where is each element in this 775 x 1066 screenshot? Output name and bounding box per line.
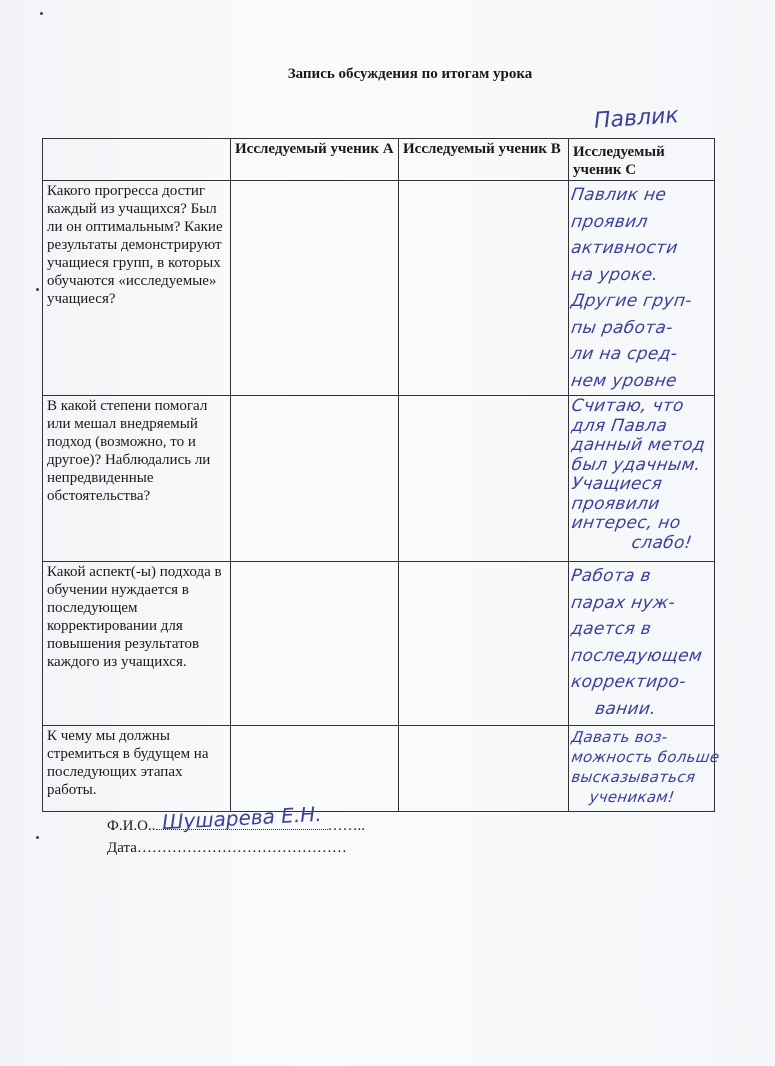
handwritten-line: Другие груп- [569, 291, 694, 311]
fio-tail: …….. [327, 818, 366, 834]
handwritten-line: пы работа- [569, 317, 675, 338]
table-row [43, 181, 715, 396]
handwritten-line: интерес, но [570, 513, 682, 533]
student-a-cell [231, 181, 399, 396]
handwritten-line: дается в [569, 619, 653, 639]
handwritten-line: для Павла [570, 415, 669, 436]
student-b-cell [399, 562, 569, 726]
scan-speck [36, 836, 39, 839]
handwritten-line: последующем [569, 645, 704, 666]
handwritten-line: можность больше [570, 748, 721, 766]
table-row [43, 726, 715, 812]
table-row [43, 562, 715, 726]
handwritten-line: данный метод [570, 435, 707, 455]
handwritten-line: Работа в [569, 566, 653, 586]
question-cell: К чему мы должны стремиться в будущем на последующих этапах работы. [43, 726, 231, 812]
fio-label: Ф.И.О.. [107, 818, 156, 834]
handwritten-line: на уроке. [569, 264, 660, 285]
handwritten-line: Павлик не [569, 185, 668, 205]
header-student-c: Исследуемый ученик С [569, 139, 715, 181]
scan-speck [40, 12, 43, 15]
handwritten-line: высказываться [570, 768, 697, 786]
handwritten-line: парах нуж- [569, 592, 677, 613]
student-a-cell [231, 396, 399, 562]
student-c-cell [569, 562, 715, 726]
handwritten-line: ли на сред- [569, 344, 679, 364]
student-b-cell [399, 181, 569, 396]
student-b-cell [399, 396, 569, 562]
discussion-table [42, 138, 721, 812]
scan-speck [36, 288, 39, 291]
student-a-cell [231, 726, 399, 812]
handwritten-line: вании. [593, 698, 658, 719]
date-line: Дата…………………………………… [107, 840, 347, 856]
document-title: Запись обсуждения по итогам урока [287, 66, 533, 82]
handwritten-line: активности [569, 238, 680, 258]
handwritten-line: ученикам! [588, 788, 676, 806]
header-student-a: Исследуемый ученик А [231, 139, 399, 181]
question-cell: Какой аспект(-ы) подхода в обучении нуждается в последующем корректировании для повышения результатов каждого из учащихся. [43, 562, 231, 726]
handwritten-name-note: Павлик [593, 103, 680, 134]
header-cell-empty [43, 139, 231, 181]
table-header-row [43, 139, 715, 181]
handwritten-line: Учащиеся [570, 474, 664, 494]
handwritten-line: Считаю, что [570, 396, 686, 416]
student-a-cell [231, 562, 399, 726]
handwritten-line: Давать воз- [570, 728, 669, 746]
question-cell: В какой степени помогал или мешал внедряемый подход (возможно, то и другое)? Наблюдались ли непредвиденные обстоятельства? [43, 396, 231, 562]
handwritten-line: проявил [569, 211, 650, 232]
question-cell: Какого прогресса достиг каждый из учащихся? Был ли он оптимальным? Какие результаты демонстрируют учащиеся групп, в которых обучаются «исследуемые» учащиеся? [43, 181, 231, 396]
header-student-b: Исследуемый ученик В [399, 139, 569, 181]
student-c-cell [569, 726, 721, 812]
handwritten-line: нем уровне [569, 370, 679, 391]
handwritten-line: проявили [570, 493, 662, 514]
student-b-cell [399, 726, 569, 812]
handwritten-line: слабо! [630, 532, 694, 553]
handwritten-line: был удачным. [570, 454, 702, 475]
handwritten-signature-name: Шушарева Е.Н. [161, 801, 323, 835]
handwritten-line: корректиро- [569, 672, 688, 692]
student-c-cell [569, 396, 715, 562]
student-c-cell [569, 181, 715, 396]
table-row [43, 396, 715, 562]
